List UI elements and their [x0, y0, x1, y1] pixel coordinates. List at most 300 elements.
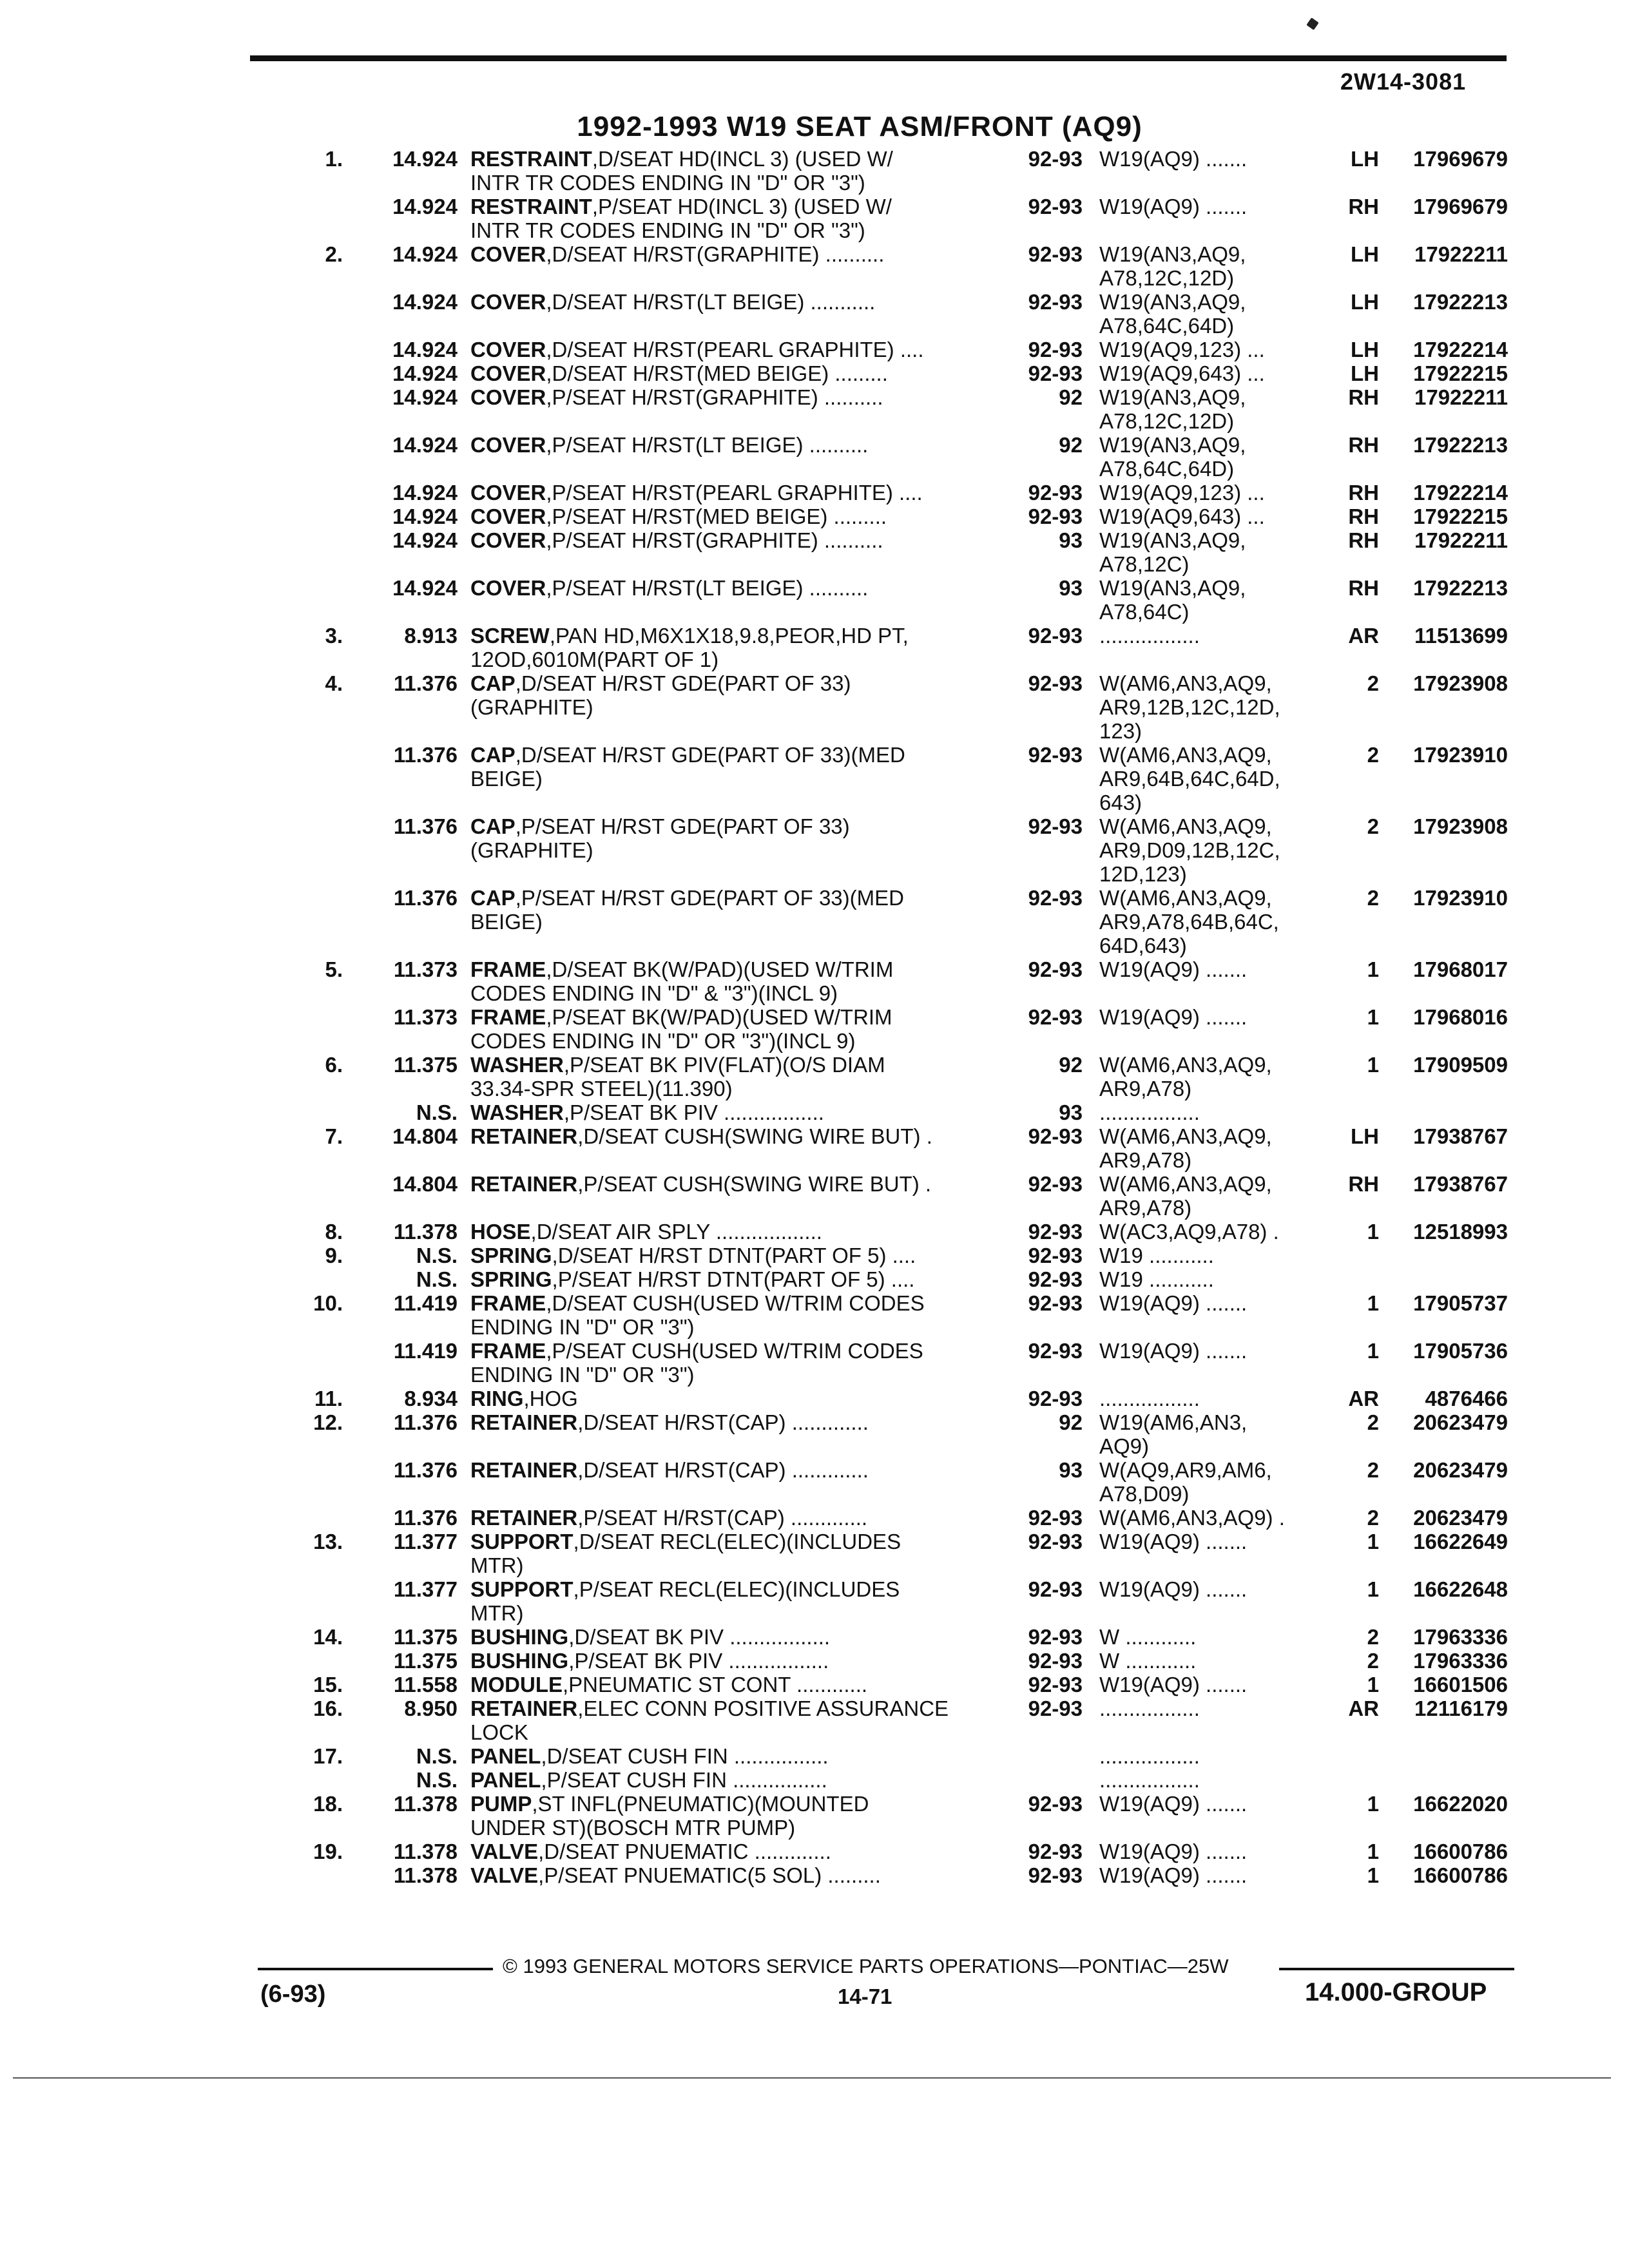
quantity: 2 [1367, 1649, 1379, 1673]
group-number: 11.376 [393, 743, 458, 767]
model-line: W(AQ9,AR9,AM6, [1099, 1458, 1272, 1482]
part-number: 16600786 [1413, 1840, 1508, 1863]
part-description [470, 1768, 1005, 1792]
model-usage [1099, 481, 1325, 505]
description-line: (GRAPHITE) [470, 695, 593, 719]
model-usage [1099, 242, 1325, 290]
group-number: 11.378 [393, 1220, 458, 1244]
model-line: W19 ........... [1099, 1267, 1214, 1291]
description-line: ,D/SEAT BK PIV ................. [568, 1625, 831, 1649]
description-line: ,D/SEAT H/RST(PEARL GRAPHITE) .... [546, 338, 924, 361]
model-year: 92-93 [1028, 1339, 1083, 1363]
model-line: AR9,64B,64C,64D, [1099, 767, 1280, 791]
group-number: 11.373 [393, 957, 458, 981]
item-number: 1. [325, 147, 343, 171]
quantity: RH [1348, 433, 1379, 457]
model-usage [1099, 957, 1325, 981]
description-line: ENDING IN "D" OR "3") [470, 1315, 695, 1339]
part-name: BUSHING [470, 1649, 569, 1673]
part-description [470, 1530, 1005, 1577]
parts-row [0, 1053, 1629, 1100]
part-number: 17923908 [1413, 814, 1508, 838]
group-number: 11.376 [393, 814, 458, 838]
model-usage [1099, 1744, 1325, 1768]
part-number: 17938767 [1413, 1172, 1508, 1196]
scan-speck [1306, 17, 1318, 30]
part-name: PUMP [470, 1792, 532, 1816]
part-description [470, 1458, 1005, 1482]
part-description [470, 338, 1005, 361]
part-description [470, 1840, 1005, 1863]
part-description [470, 242, 1005, 266]
model-line: AR9,D09,12B,12C, [1099, 838, 1280, 862]
model-line: A78,D09) [1099, 1482, 1190, 1506]
model-year: 92 [1059, 1410, 1083, 1434]
part-number: 17909509 [1413, 1053, 1508, 1077]
parts-row [0, 1863, 1629, 1887]
footer-rule-right [1279, 1968, 1514, 1970]
part-description [470, 1005, 1005, 1053]
parts-row [0, 1792, 1629, 1840]
parts-row [0, 624, 1629, 671]
group-number: 14.924 [392, 338, 458, 361]
model-year: 92-93 [1028, 1172, 1083, 1196]
description-line: ,P/SEAT H/RST GDE(PART OF 33)(MED [515, 886, 904, 910]
model-line: W19(AQ9) ....... [1099, 1005, 1248, 1029]
group-number: N.S. [416, 1744, 458, 1768]
model-year: 92-93 [1028, 290, 1083, 314]
model-line: ................. [1099, 624, 1200, 648]
model-year: 92-93 [1028, 147, 1083, 171]
model-year: 93 [1059, 1100, 1083, 1124]
part-name: FRAME [470, 1005, 546, 1029]
part-description [470, 1387, 1005, 1410]
part-name: RESTRAINT [470, 195, 592, 218]
model-line: W19 ........... [1099, 1244, 1214, 1267]
part-name: COVER [470, 505, 546, 528]
parts-row [0, 1506, 1629, 1530]
footer-copyright: © 1993 GENERAL MOTORS SERVICE PARTS OPERATIONS—PONTIAC—25W [503, 1955, 1229, 1977]
quantity: AR [1348, 1696, 1379, 1720]
part-description [470, 814, 1005, 862]
part-number: 17922214 [1413, 481, 1508, 505]
model-usage [1099, 576, 1325, 624]
item-number: 11. [314, 1387, 343, 1410]
model-line: A78,12C,12D) [1099, 409, 1235, 433]
group-number: 14.924 [392, 147, 458, 171]
model-year: 92-93 [1028, 743, 1083, 767]
description-line: ,P/SEAT CUSH(SWING WIRE BUT) . [577, 1172, 932, 1196]
parts-row [0, 361, 1629, 385]
part-name: CAP [470, 743, 516, 767]
quantity: 1 [1367, 1840, 1379, 1863]
quantity: 2 [1367, 671, 1379, 695]
model-year: 92-93 [1028, 1840, 1083, 1863]
part-number: 20623479 [1413, 1506, 1508, 1530]
model-line: W19(AQ9) ....... [1099, 1339, 1248, 1363]
part-name: SCREW [470, 624, 550, 648]
description-line: ,PNEUMATIC ST CONT ............ [563, 1673, 868, 1696]
model-year: 92-93 [1028, 1863, 1083, 1887]
parts-row [0, 433, 1629, 481]
model-line: W19(AQ9,643) ... [1099, 505, 1265, 528]
model-line: AR9,A78) [1099, 1077, 1192, 1100]
group-number: 11.373 [393, 1005, 458, 1029]
model-line: ................. [1099, 1744, 1200, 1768]
model-line: W(AM6,AN3,AQ9, [1099, 671, 1272, 695]
part-name: COVER [470, 433, 546, 457]
model-year: 92 [1059, 1053, 1083, 1077]
part-name: RETAINER [470, 1410, 578, 1434]
quantity: 2 [1367, 1458, 1379, 1482]
parts-row [0, 1649, 1629, 1673]
quantity: 1 [1367, 1291, 1379, 1315]
parts-row [0, 242, 1629, 290]
group-number: 11.376 [393, 1458, 458, 1482]
model-year: 92-93 [1028, 1530, 1083, 1553]
item-number: 16. [313, 1696, 343, 1720]
quantity: LH [1351, 361, 1379, 385]
quantity: 1 [1367, 1863, 1379, 1887]
description-line: ,P/SEAT H/RST(LT BEIGE) .......... [546, 576, 869, 600]
part-number: 17922214 [1413, 338, 1508, 361]
quantity: RH [1348, 1172, 1379, 1196]
part-name: SPRING [470, 1244, 552, 1267]
part-name: COVER [470, 481, 546, 505]
quantity: AR [1348, 624, 1379, 648]
parts-row [0, 1172, 1629, 1220]
model-usage [1099, 1339, 1325, 1363]
part-number: 17905737 [1413, 1291, 1508, 1315]
parts-row [0, 1530, 1629, 1577]
part-number: 12116179 [1414, 1696, 1508, 1720]
description-line: ,PAN HD,M6X1X18,9.8,PEOR,HD PT, [549, 624, 909, 648]
parts-row [0, 528, 1629, 576]
item-number: 7. [325, 1124, 343, 1148]
model-line: W19(AQ9) ....... [1099, 1840, 1248, 1863]
model-usage [1099, 1387, 1325, 1410]
model-year: 92-93 [1028, 505, 1083, 528]
description-line: ,D/SEAT H/RST GDE(PART OF 33)(MED [515, 743, 905, 767]
description-line: ,ST INFL(PNEUMATIC)(MOUNTED [532, 1792, 869, 1816]
part-description [470, 1577, 1005, 1625]
model-usage [1099, 1172, 1325, 1220]
group-number: N.S. [416, 1267, 458, 1291]
group-number: 11.558 [393, 1673, 458, 1696]
description-line: ,P/SEAT H/RST(GRAPHITE) .......... [546, 385, 883, 409]
quantity: 1 [1367, 1577, 1379, 1601]
part-name: CAP [470, 814, 516, 838]
description-line: BEIGE) [470, 910, 543, 934]
part-number: 17968017 [1413, 957, 1508, 981]
description-line: ,P/SEAT H/RST(MED BEIGE) ......... [546, 505, 887, 528]
group-number: 11.375 [393, 1649, 458, 1673]
model-usage [1099, 528, 1325, 576]
model-year: 92-93 [1028, 242, 1083, 266]
parts-row [0, 1458, 1629, 1506]
model-line: W(AM6,AN3,AQ9, [1099, 814, 1272, 838]
model-usage [1099, 361, 1325, 385]
part-description [470, 957, 1005, 1005]
part-name: COVER [470, 385, 546, 409]
model-line: ................. [1099, 1387, 1200, 1410]
description-line: 33.34-SPR STEEL)(11.390) [470, 1077, 733, 1100]
part-description [470, 147, 1005, 195]
model-line: W19(AQ9) ....... [1099, 1673, 1248, 1696]
part-name: SPRING [470, 1267, 552, 1291]
model-usage [1099, 1649, 1325, 1673]
part-name: COVER [470, 528, 546, 552]
group-number: 14.924 [392, 242, 458, 266]
part-name: CAP [470, 886, 516, 910]
model-usage [1099, 1100, 1325, 1124]
quantity: 1 [1367, 1053, 1379, 1077]
part-number: 17938767 [1413, 1124, 1508, 1148]
group-number: 14.924 [392, 505, 458, 528]
group-number: 11.419 [393, 1291, 458, 1315]
group-number: N.S. [416, 1768, 458, 1792]
item-number: 2. [325, 242, 343, 266]
model-line: ................. [1099, 1100, 1200, 1124]
model-line: W19(AN3,AQ9, [1099, 242, 1246, 266]
description-line: ,P/SEAT H/RST GDE(PART OF 33) [515, 814, 850, 838]
model-line: W19(AN3,AQ9, [1099, 576, 1246, 600]
part-name: COVER [470, 576, 546, 600]
parts-row [0, 814, 1629, 886]
description-line: ,D/SEAT H/RST(CAP) ............. [577, 1410, 869, 1434]
model-year: 92-93 [1028, 624, 1083, 648]
model-usage [1099, 1577, 1325, 1601]
parts-row [0, 505, 1629, 528]
part-description [470, 1506, 1005, 1530]
model-year: 92-93 [1028, 1506, 1083, 1530]
quantity: RH [1348, 505, 1379, 528]
model-usage [1099, 433, 1325, 481]
description-line: ,P/SEAT CUSH(USED W/TRIM CODES [546, 1339, 923, 1363]
model-line: AR9,A78) [1099, 1196, 1192, 1220]
part-name: RETAINER [470, 1124, 578, 1148]
model-line: AR9,A78) [1099, 1148, 1192, 1172]
parts-row [0, 1291, 1629, 1339]
parts-row [0, 1244, 1629, 1267]
group-number: 11.375 [393, 1625, 458, 1649]
parts-row [0, 147, 1629, 195]
part-number: 16622649 [1413, 1530, 1508, 1553]
group-number: 11.375 [393, 1053, 458, 1077]
part-description [470, 1124, 1005, 1148]
model-usage [1099, 147, 1325, 171]
part-number: 11513699 [1414, 624, 1508, 648]
description-line: ,P/SEAT CUSH FIN ................ [541, 1768, 827, 1792]
item-number: 3. [325, 624, 343, 648]
parts-row [0, 1100, 1629, 1124]
part-description [470, 433, 1005, 457]
item-number: 6. [325, 1053, 343, 1077]
item-number: 14. [313, 1625, 343, 1649]
description-line: ,ELEC CONN POSITIVE ASSURANCE [577, 1696, 949, 1720]
part-name: MODULE [470, 1673, 563, 1696]
description-line: INTR TR CODES ENDING IN "D" OR "3") [470, 218, 865, 242]
model-line: W19(AQ9,123) ... [1099, 338, 1265, 361]
part-description [470, 743, 1005, 791]
description-line: ,P/SEAT BK(W/PAD)(USED W/TRIM [546, 1005, 892, 1029]
group-number: N.S. [416, 1244, 458, 1267]
part-description [470, 1673, 1005, 1696]
model-line: W19(AN3,AQ9, [1099, 528, 1246, 552]
model-line: ................. [1099, 1768, 1200, 1792]
model-line: W(AM6,AN3,AQ9, [1099, 886, 1272, 910]
model-line: W19(AQ9) ....... [1099, 195, 1248, 218]
model-line: ................. [1099, 1696, 1200, 1720]
item-number: 4. [325, 671, 343, 695]
description-line: MTR) [470, 1553, 524, 1577]
part-name: FRAME [470, 1291, 546, 1315]
description-line: ,D/SEAT H/RST(GRAPHITE) .......... [546, 242, 885, 266]
model-usage [1099, 385, 1325, 433]
model-usage [1099, 814, 1325, 886]
model-year: 92-93 [1028, 1649, 1083, 1673]
model-year: 92-93 [1028, 1673, 1083, 1696]
model-year: 92-93 [1028, 481, 1083, 505]
model-usage [1099, 1673, 1325, 1696]
item-number: 19. [313, 1840, 343, 1863]
description-line: ,P/SEAT H/RST(GRAPHITE) .......... [546, 528, 883, 552]
model-line: W19(AN3,AQ9, [1099, 290, 1246, 314]
model-usage [1099, 886, 1325, 957]
quantity: RH [1348, 195, 1379, 218]
part-name: COVER [470, 242, 546, 266]
header-rule [250, 55, 1507, 61]
model-line: W19(AQ9) ....... [1099, 1577, 1248, 1601]
group-number: 14.924 [392, 576, 458, 600]
model-usage [1099, 1840, 1325, 1863]
part-name: SUPPORT [470, 1530, 574, 1553]
model-usage [1099, 1458, 1325, 1506]
model-year: 92-93 [1028, 1387, 1083, 1410]
part-description [470, 1244, 1005, 1267]
model-year: 93 [1059, 576, 1083, 600]
group-number: 11.376 [393, 886, 458, 910]
part-description [470, 1696, 1005, 1744]
parts-row [0, 1768, 1629, 1792]
model-year: 92-93 [1028, 1267, 1083, 1291]
quantity: 2 [1367, 1410, 1379, 1434]
part-description [470, 576, 1005, 600]
parts-row [0, 576, 1629, 624]
model-line: A78,64C,64D) [1099, 457, 1235, 481]
model-line: W19(AQ9) ....... [1099, 1863, 1248, 1887]
part-number: 17922213 [1413, 433, 1508, 457]
group-number: 11.376 [393, 1410, 458, 1434]
description-line: BEIGE) [470, 767, 543, 791]
model-line: W(AM6,AN3,AQ9) . [1099, 1506, 1285, 1530]
quantity: LH [1351, 338, 1379, 361]
model-usage [1099, 671, 1325, 743]
part-name: VALVE [470, 1840, 539, 1863]
parts-row [0, 957, 1629, 1005]
parts-row [0, 338, 1629, 361]
model-line: W19(AQ9) ....... [1099, 1530, 1248, 1553]
model-year: 92-93 [1028, 1625, 1083, 1649]
model-year: 92-93 [1028, 195, 1083, 218]
part-number: 16622020 [1413, 1792, 1508, 1816]
group-number: 14.924 [392, 481, 458, 505]
description-line: ,P/SEAT RECL(ELEC)(INCLUDES [573, 1577, 900, 1601]
group-number: 11.378 [393, 1792, 458, 1816]
group-number: 8.950 [404, 1696, 458, 1720]
group-number: 11.419 [393, 1339, 458, 1363]
group-number: 14.924 [392, 433, 458, 457]
model-usage [1099, 1530, 1325, 1553]
part-number: 17922213 [1413, 290, 1508, 314]
model-year: 93 [1059, 1458, 1083, 1482]
description-line: ,D/SEAT AIR SPLY .................. [530, 1220, 822, 1244]
group-label: 14.000-GROUP [1305, 1978, 1487, 2006]
model-year: 92-93 [1028, 1577, 1083, 1601]
parts-row [0, 1267, 1629, 1291]
parts-row [0, 743, 1629, 814]
group-number: 11.377 [393, 1530, 458, 1553]
model-line: AR9,12B,12C,12D, [1099, 695, 1280, 719]
group-number: 14.924 [392, 385, 458, 409]
model-line: A78,64C,64D) [1099, 314, 1235, 338]
model-line: AQ9) [1099, 1434, 1150, 1458]
part-description [470, 1220, 1005, 1244]
model-line: W19(AN3,AQ9, [1099, 385, 1246, 409]
group-number: 8.913 [404, 624, 458, 648]
part-number: 17923908 [1413, 671, 1508, 695]
group-number: 14.924 [392, 361, 458, 385]
parts-row [0, 671, 1629, 743]
part-name: RETAINER [470, 1696, 578, 1720]
quantity: 1 [1367, 1220, 1379, 1244]
part-description [470, 385, 1005, 409]
item-number: 12. [313, 1410, 343, 1434]
description-line: ,D/SEAT CUSH(SWING WIRE BUT) . [577, 1124, 932, 1148]
model-usage [1099, 290, 1325, 338]
model-usage [1099, 1267, 1325, 1291]
description-line: ,D/SEAT H/RST DTNT(PART OF 5) .... [552, 1244, 916, 1267]
part-name: VALVE [470, 1863, 539, 1887]
part-description [470, 505, 1005, 528]
description-line: LOCK [470, 1720, 528, 1744]
model-year: 92-93 [1028, 361, 1083, 385]
description-line: ,P/SEAT HD(INCL 3) (USED W/ [592, 195, 892, 218]
group-number: 14.804 [392, 1172, 458, 1196]
model-line: W19(AQ9,643) ... [1099, 361, 1265, 385]
part-number: 17969679 [1413, 195, 1508, 218]
model-usage [1099, 338, 1325, 361]
model-usage [1099, 1792, 1325, 1816]
group-number: 14.924 [392, 528, 458, 552]
parts-row [0, 1744, 1629, 1768]
part-description [470, 1100, 1005, 1124]
quantity: 1 [1367, 1530, 1379, 1553]
model-year: 92-93 [1028, 1244, 1083, 1267]
quantity: 1 [1367, 957, 1379, 981]
description-line: ,P/SEAT H/RST(LT BEIGE) .......... [546, 433, 869, 457]
model-line: W(AM6,AN3,AQ9, [1099, 1172, 1272, 1196]
model-line: 64D,643) [1099, 934, 1187, 957]
quantity: LH [1351, 1124, 1379, 1148]
item-number: 10. [313, 1291, 343, 1315]
part-name: RETAINER [470, 1458, 578, 1482]
description-line: MTR) [470, 1601, 524, 1625]
model-year: 92 [1059, 385, 1083, 409]
part-number: 17969679 [1413, 147, 1508, 171]
description-line: CODES ENDING IN "D" & "3")(INCL 9) [470, 981, 838, 1005]
part-number: 17968016 [1413, 1005, 1508, 1029]
